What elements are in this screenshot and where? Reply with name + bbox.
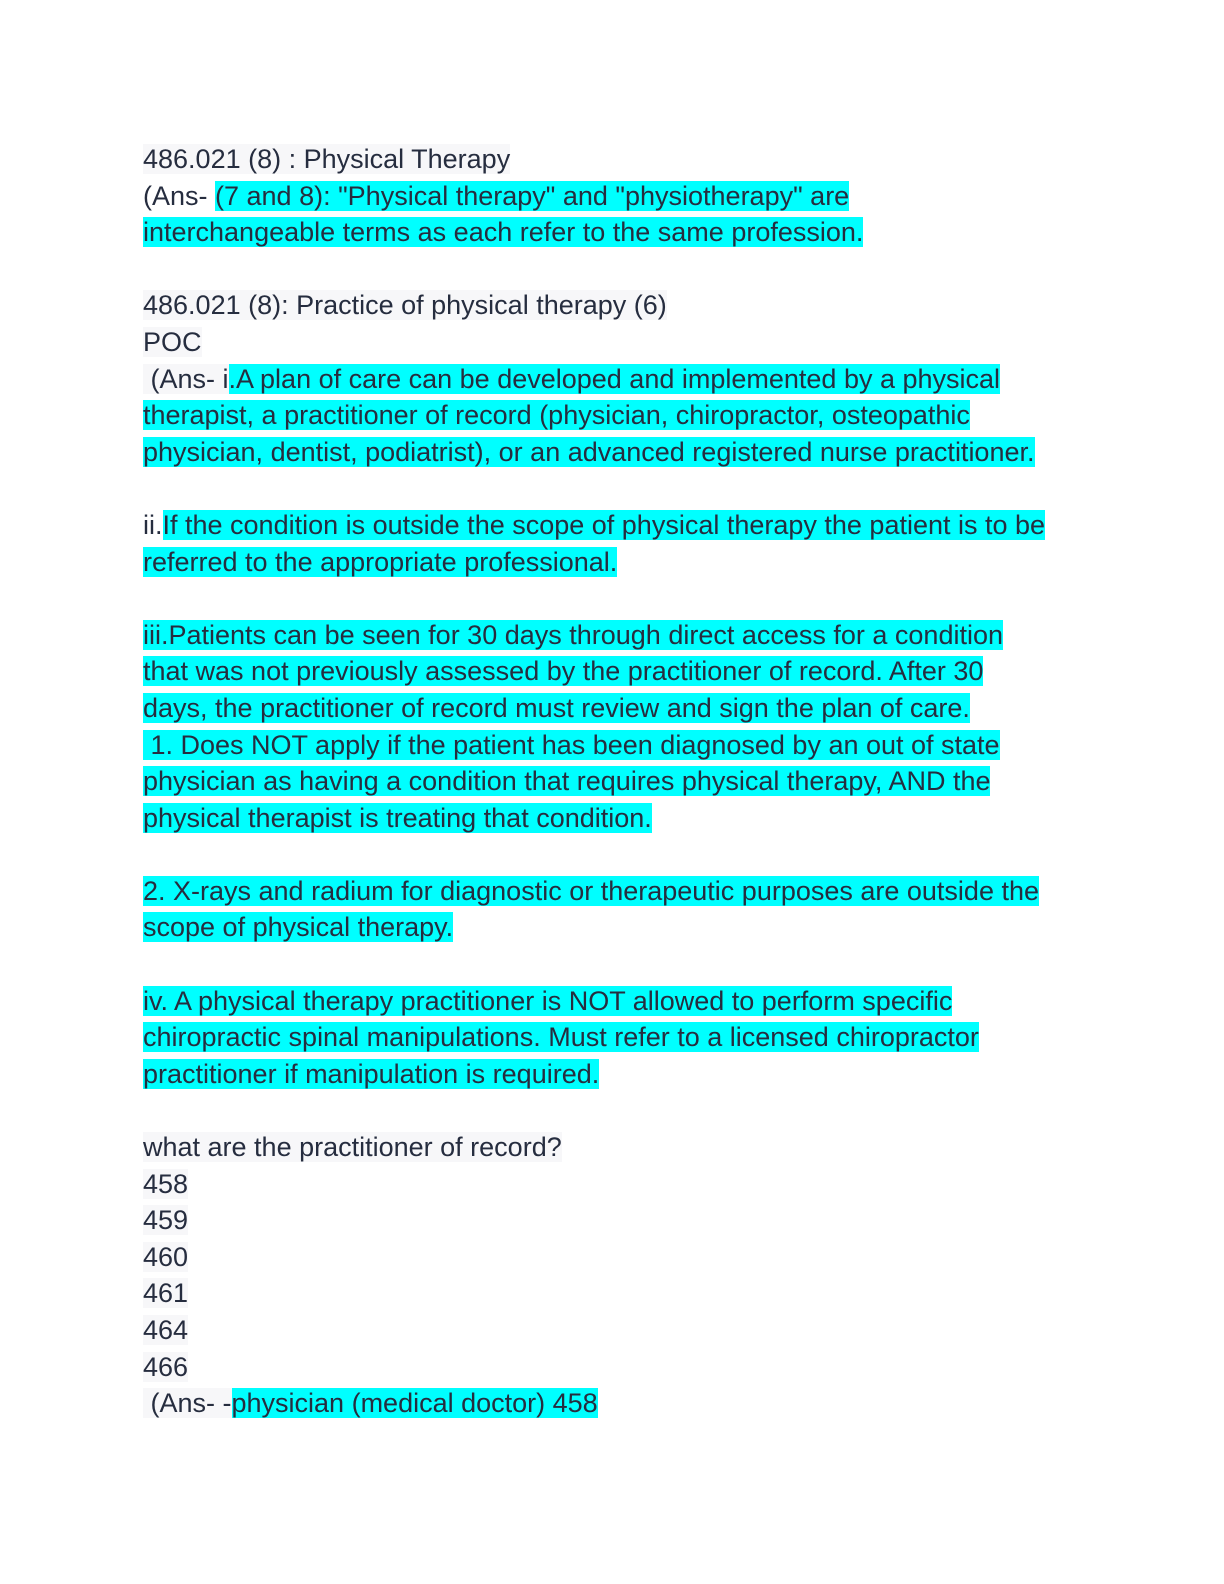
question-line: POC xyxy=(143,326,202,357)
question-line: 464 xyxy=(143,1315,189,1345)
highlighted-answer: iii.Patients can be seen for 30 days through direct access for a condition xyxy=(143,619,1003,650)
highlighted-answer: 2. X-rays and radium for diagnostic or therapeutic purposes are outside the xyxy=(143,875,1039,906)
highlighted-answer: that was not previously assessed by the practitioner of record. After 30 xyxy=(143,656,984,687)
answer-line xyxy=(143,1019,1143,1056)
question-line: 486.021 (8) : Physical Therapy xyxy=(143,144,511,174)
highlighted-answer: .A plan of care can be developed and implemented by a physical xyxy=(228,363,1001,394)
highlighted-answer: physical therapist is treating that condition. xyxy=(143,802,652,833)
question-line: 486.021 (8): Practice of physical therapy (6) xyxy=(143,290,667,321)
question-line: what are the practitioner of record? xyxy=(143,1132,562,1163)
answer-line xyxy=(143,507,1143,544)
highlighted-answer: If the condition is outside the scope of physical therapy the patient is to be xyxy=(162,509,1046,540)
answer-line xyxy=(143,727,1143,764)
answer-line xyxy=(143,544,1143,581)
document-page xyxy=(143,141,1143,1422)
spacer xyxy=(143,1092,1143,1129)
spacer xyxy=(143,580,1143,617)
highlighted-answer: 1. Does NOT apply if the patient has been diagnosed by an out of state xyxy=(143,729,1000,760)
highlighted-answer: iv. A physical therapy practitioner is NOT allowed to perform specific xyxy=(143,985,953,1016)
highlighted-answer: therapist, a practitioner of record (physician, chiropractor, osteopathic xyxy=(143,400,970,431)
answer-line xyxy=(143,763,1143,800)
highlighted-answer: physician as having a condition that requires physical therapy, AND the xyxy=(143,766,991,797)
spacer xyxy=(143,946,1143,983)
answer-line xyxy=(143,653,1143,690)
spacer xyxy=(143,251,1143,288)
item-prefix: ii. xyxy=(143,509,163,540)
spacer xyxy=(143,470,1143,507)
flashcard-1 xyxy=(143,141,1143,251)
answer-line xyxy=(143,800,1143,837)
highlighted-answer: practitioner if manipulation is required. xyxy=(143,1058,600,1089)
answer-prefix: (Ans- i xyxy=(143,363,229,394)
highlighted-answer: physician, dentist, podiatrist), or an advanced registered nurse practitioner. xyxy=(143,436,1035,467)
answer-line xyxy=(143,983,1143,1020)
answer-prefix: (Ans- xyxy=(143,180,216,211)
answer-line xyxy=(143,361,1143,398)
question-line: 458 xyxy=(143,1168,189,1199)
answer-line xyxy=(143,617,1143,654)
answer-line xyxy=(143,690,1143,727)
question-line: 466 xyxy=(143,1351,189,1382)
answer-line xyxy=(143,178,1143,215)
highlighted-answer: chiropractic spinal manipulations. Must refer to a licensed chiropractor xyxy=(143,1022,979,1053)
question-line: 459 xyxy=(143,1205,189,1236)
highlighted-answer: days, the practitioner of record must review and sign the plan of care. xyxy=(143,692,970,723)
highlighted-answer: scope of physical therapy. xyxy=(143,912,454,943)
flashcard-2 xyxy=(143,287,1143,1092)
question-line: 461 xyxy=(143,1278,189,1309)
answer-line xyxy=(143,1056,1143,1093)
answer-line xyxy=(143,909,1143,946)
answer-line xyxy=(143,214,1143,251)
question-line: 460 xyxy=(143,1241,189,1272)
answer-line xyxy=(143,397,1143,434)
flashcard-3 xyxy=(143,1129,1143,1422)
answer-line xyxy=(143,434,1143,471)
answer-line xyxy=(143,873,1143,910)
spacer xyxy=(143,836,1143,873)
highlighted-answer: physician (medical doctor) 458 xyxy=(231,1388,598,1419)
highlighted-answer: referred to the appropriate professional. xyxy=(143,546,618,577)
answer-line xyxy=(143,1385,1143,1422)
answer-prefix: (Ans- - xyxy=(143,1388,232,1419)
highlighted-answer: (7 and 8): "Physical therapy" and "physiotherapy" are xyxy=(215,180,850,211)
highlighted-answer: interchangeable terms as each refer to the same profession. xyxy=(143,217,864,248)
